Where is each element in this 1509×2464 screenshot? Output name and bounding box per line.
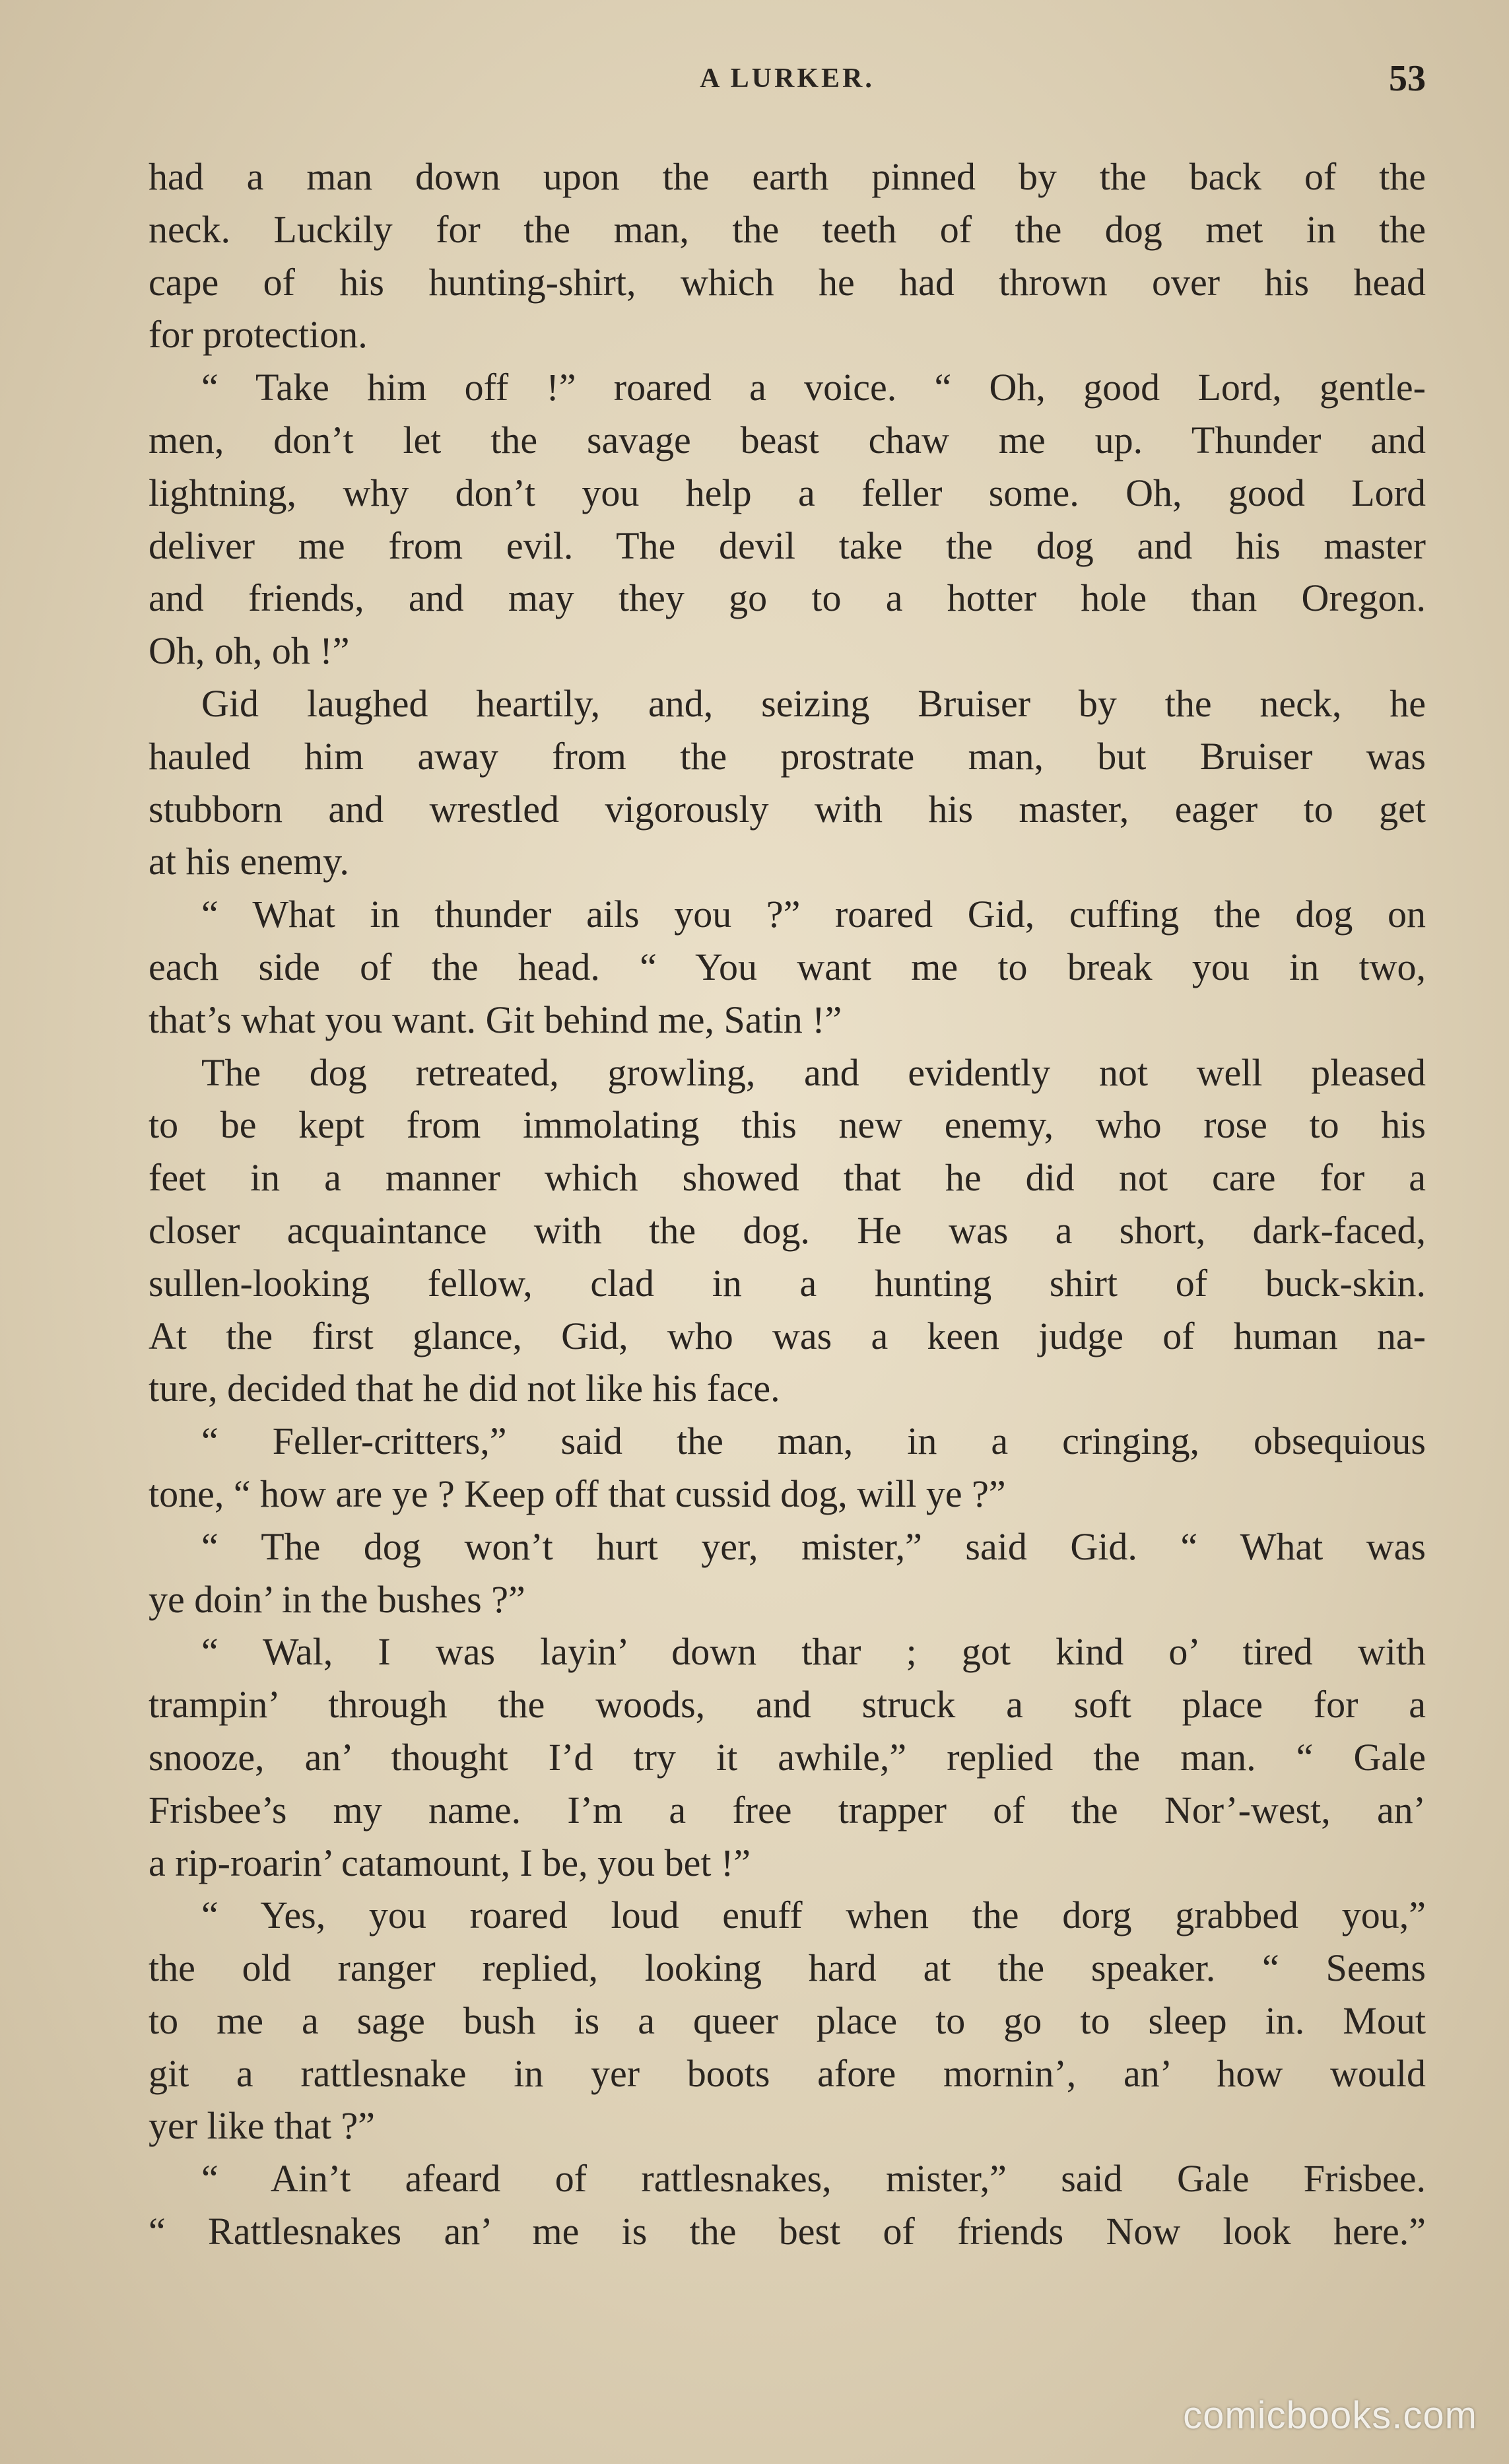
text-line: The dog retreated, growling, and evidently not well pleased [201, 1050, 1426, 1094]
text-line: to me a sage bush is a queer place to go to sleep in. Mout [149, 1999, 1426, 2042]
running-head: A LURKER. [700, 63, 875, 94]
page-header [149, 58, 1426, 116]
text-line: trampin’ through the woods, and struck a soft place for a [149, 1683, 1426, 1727]
text-line: Oh, oh, oh !” [149, 629, 350, 673]
text-line: git a rattlesnake in yer boots afore mornin’, an’ how would [149, 2051, 1426, 2095]
text-line: Frisbee’s my name. I’m a free trapper of the Nor’-west, an’ [149, 1788, 1426, 1831]
text-line: that’s what you want. Git behind me, Satin !” [149, 998, 842, 1041]
text-line: “ Rattlesnakes an’ me is the best of friends Now look here.” [149, 2210, 1426, 2253]
text-line: yer like that ?” [149, 2104, 375, 2148]
text-line: feet in a manner which showed that he did not care for a [149, 1156, 1426, 1200]
text-line: “ Yes, you roared loud enuff when the dorg grabbed you,” [201, 1894, 1426, 1937]
text-line: “ The dog won’t hurt yer, mister,” said Gid. “ What was [201, 1524, 1426, 1568]
text-line: to be kept from immolating this new enemy, who rose to his [149, 1103, 1426, 1147]
text-line: hauled him away from the prostrate man, but Bruiser was [149, 734, 1426, 778]
text-line: at his enemy. [149, 840, 349, 883]
text-line: had a man down upon the earth pinned by the back of the [149, 155, 1426, 198]
text-line: “ Feller-critters,” said the man, in a cringing, obsequious [201, 1420, 1426, 1463]
page-number: 53 [1389, 58, 1426, 99]
text-line: closer acquaintance with the dog. He was a short, dark-faced, [149, 1208, 1426, 1252]
text-line: each side of the head. “ You want me to break you in two, [149, 945, 1426, 988]
body-text [149, 151, 1426, 2258]
text-line: snooze, an’ thought I’d try it awhile,” replied the man. “ Gale [149, 1735, 1426, 1779]
text-line: Gid laughed heartily, and, seizing Bruiser by the neck, he [201, 681, 1426, 725]
text-line: At the first glance, Gid, who was a keen judge of human na- [149, 1314, 1426, 1357]
text-line: ture, decided that he did not like his face. [149, 1367, 780, 1410]
text-line: the old ranger replied, looking hard at the speaker. “ Seems [149, 1946, 1426, 1990]
text-line: stubborn and wrestled vigorously with his master, eager to get [149, 787, 1426, 831]
text-line: tone, “ how are ye ? Keep off that cussid dog, will ye ?” [149, 1472, 1006, 1515]
text-line: lightning, why don’t you help a feller some. Oh, good Lord [149, 471, 1426, 514]
watermark: comicbooks.com [1183, 2394, 1477, 2437]
text-line: neck. Luckily for the man, the teeth of the dog met in the [149, 207, 1426, 251]
text-line: cape of his hunting-shirt, which he had thrown over his head [149, 260, 1426, 304]
text-line: “ What in thunder ails you ?” roared Gid, cuffing the dog on [201, 893, 1426, 936]
text-line: “ Wal, I was layin’ down thar ; got kind o’ tired with [201, 1630, 1426, 1674]
text-line: men, don’t let the savage beast chaw me up. Thunder and [149, 418, 1426, 462]
text-line: and friends, and may they go to a hotter hole than Oregon. [149, 576, 1426, 620]
text-line: ye doin’ in the bushes ?” [149, 1577, 525, 1621]
text-line: a rip-roarin’ catamount, I be, you bet !” [149, 1841, 751, 1884]
text-line: “ Take him off !” roared a voice. “ Oh, good Lord, gentle- [201, 366, 1426, 409]
text-line: for protection. [149, 313, 368, 357]
text-line: sullen-looking fellow, clad in a hunting shirt of buck-skin. [149, 1261, 1426, 1305]
text-line: “ Ain’t afeard of rattlesnakes, mister,” said Gale Frisbee. [201, 2157, 1426, 2201]
text-line: deliver me from evil. The devil take the dog and his master [149, 524, 1426, 567]
